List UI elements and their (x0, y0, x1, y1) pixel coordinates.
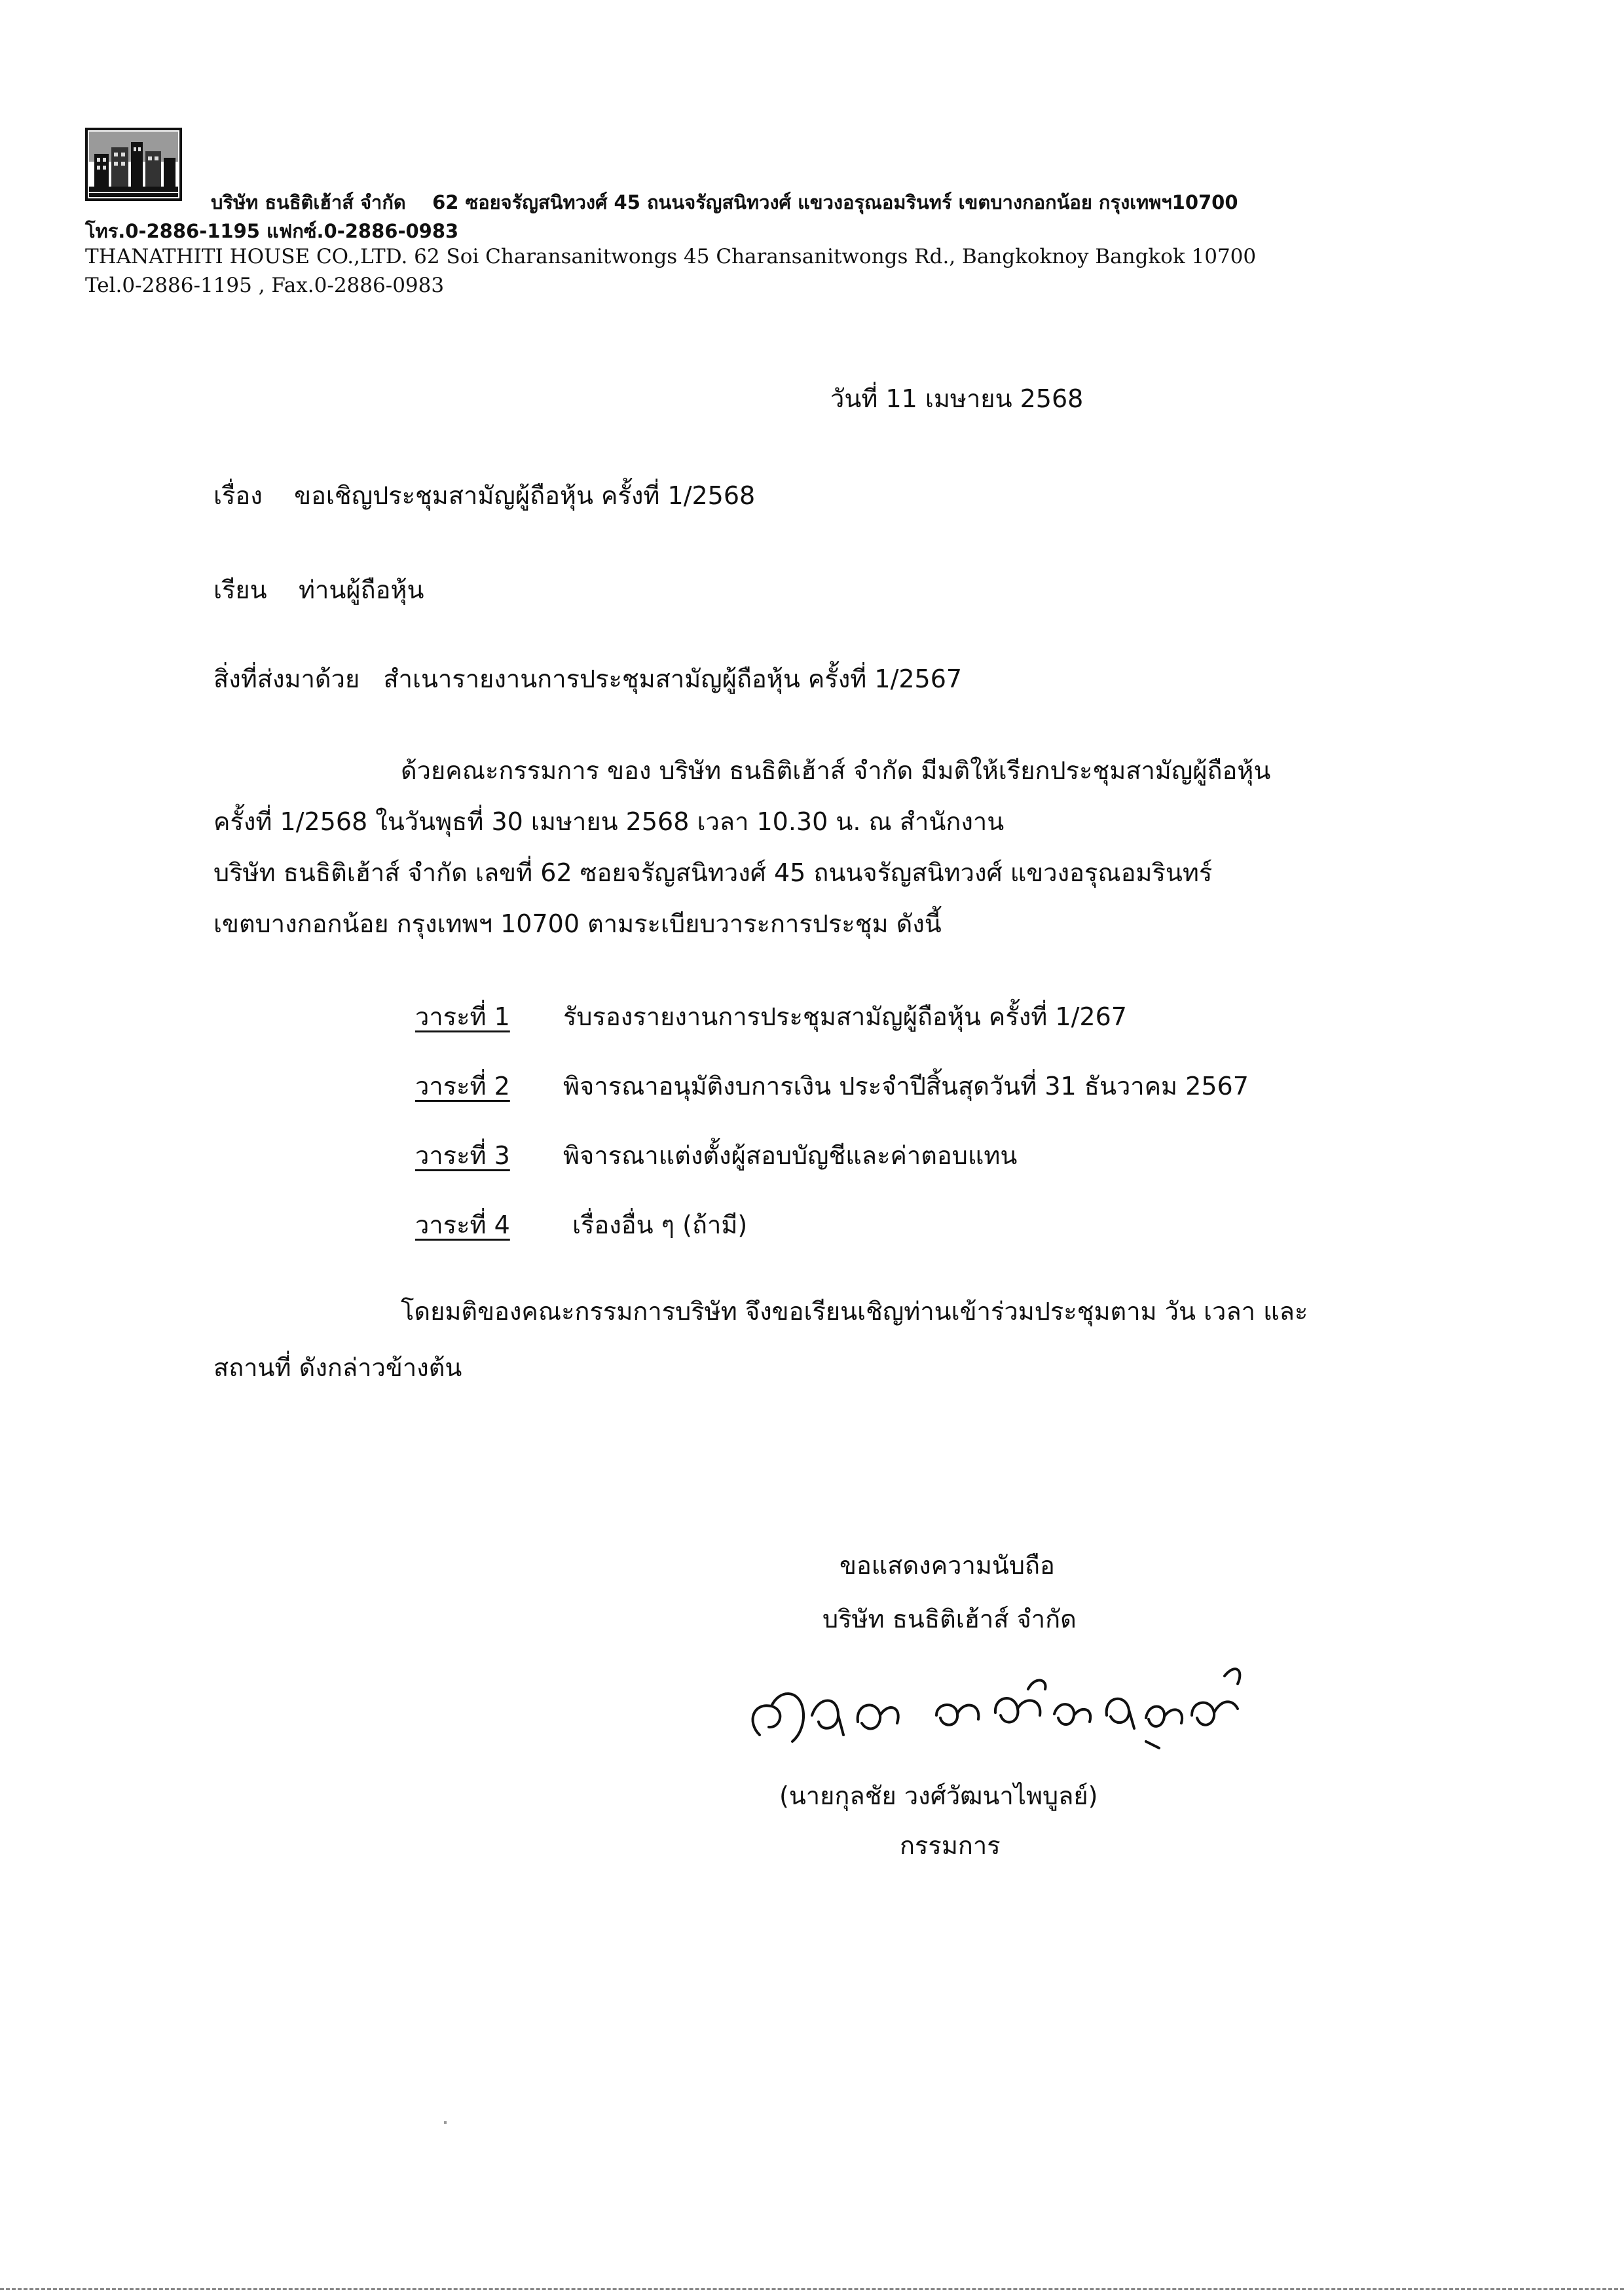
company-phone-th: โทร.0-2886-1195 แฟกซ์.0-2886-0983 (85, 220, 459, 242)
agenda-label: วาระที่ 2 (415, 1072, 510, 1101)
agenda-text: รับรองรายงานการประชุมสามัญผู้ถือหุ้น ครั้งที่ 1/267 (563, 1002, 1127, 1031)
agenda-label: วาระที่ 3 (415, 1141, 510, 1170)
agenda-item (415, 996, 1127, 1036)
recipient-line (213, 570, 424, 610)
para1-line-3: บริษัท ธนธิติเฮ้าส์ จำกัด เลขที่ 62 ซอยจรัญสนิทวงศ์ 45 ถนนจรัญสนิทวงศ์ แขวงอรุณอมรินทร์ (213, 858, 1213, 887)
agenda-text: พิจารณาอนุมัติงบการเงิน ประจำปีสิ้นสุดวันที่ 31 ธันวาคม 2567 (563, 1072, 1249, 1101)
subject-label: เรื่อง (213, 481, 263, 510)
para1-line-1: ด้วยคณะกรรมการ ของ บริษัท ธนธิติเฮ้าส์ จำกัด มีมติให้เรียกประชุมสามัญผู้ถือหุ้น (401, 756, 1271, 785)
company-name-en: THANATHITI HOUSE CO.,LTD. 62 Soi Charansanitwongs 45 Charansanitwongs Rd., Bangkoknoy Bangkok 10700 (85, 245, 1257, 268)
subject-line (213, 475, 755, 515)
enclosure-line (213, 659, 962, 699)
handwritten-signature (740, 1650, 1251, 1761)
enclosure-text: สำเนารายงานการประชุมสามัญผู้ถือหุ้น ครั้งที่ 1/2567 (383, 665, 963, 693)
signer-title: กรรมการ (900, 1831, 1001, 1860)
page-bottom-border (0, 2288, 1624, 2290)
agenda-text: พิจารณาแต่งตั้งผู้สอบบัญชีและค่าตอบแทน (563, 1141, 1018, 1170)
letter-date: วันที่ 11 เมษายน 2568 (830, 384, 1084, 413)
para1-line-4: เขตบางกอกน้อย กรุงเทพฯ 10700 ตามระเบียบวาระการประชุม ดังนี้ (213, 909, 942, 938)
signer-name: (นายกุลชัย วงศ์วัฒนาไพบูลย์) (779, 1781, 1098, 1810)
subject-text: ขอเชิญประชุมสามัญผู้ถือหุ้น ครั้งที่ 1/2568 (294, 481, 756, 510)
company-name-th: บริษัท ธนธิติเฮ้าส์ จำกัด 62 ซอยจรัญสนิทวงศ์ 45 ถนนจรัญสนิทวงศ์ แขวงอรุณอมรินทร์ เขตบางกอกน้อย กรุงเทพฯ10700 (211, 191, 1238, 213)
agenda-item (415, 1205, 748, 1245)
closing-text: ขอแสดงความนับถือ (840, 1551, 1055, 1580)
agenda-label: วาระที่ 4 (415, 1211, 510, 1239)
para2-line-1: โดยมติของคณะกรรมการบริษัท จึงขอเรียนเชิญท่านเข้าร่วมประชุมตาม วัน เวลา และ (401, 1297, 1308, 1326)
agenda-text: เรื่องอื่น ๆ (ถ้ามี) (572, 1211, 748, 1239)
recipient-text: ท่านผู้ถือหุ้น (298, 575, 424, 604)
agenda-item (415, 1135, 1018, 1175)
scan-speck (444, 2121, 447, 2124)
agenda-label: วาระที่ 1 (415, 1002, 510, 1031)
recipient-label: เรียน (213, 575, 267, 604)
closing-company: บริษัท ธนธิติเฮ้าส์ จำกัด (822, 1605, 1077, 1633)
company-address-th: 62 ซอยจรัญสนิทวงศ์ 45 ถนนจรัญสนิทวงศ์ แขวงอรุณอมรินทร์ เขตบางกอกน้อย กรุงเทพฯ10700 (432, 191, 1238, 213)
para2-line-2: สถานที่ ดังกล่าวข้างต้น (213, 1353, 462, 1382)
company-phone-en: Tel.0-2886-1195 , Fax.0-2886-0983 (85, 274, 445, 297)
enclosure-label: สิ่งที่ส่งมาด้วย (213, 665, 360, 693)
company-logo (85, 128, 182, 201)
para1-line-2: ครั้งที่ 1/2568 ในวันพุธที่ 30 เมษายน 2568 เวลา 10.30 น. ณ สำนักงาน (213, 807, 1005, 836)
agenda-item (415, 1066, 1249, 1106)
